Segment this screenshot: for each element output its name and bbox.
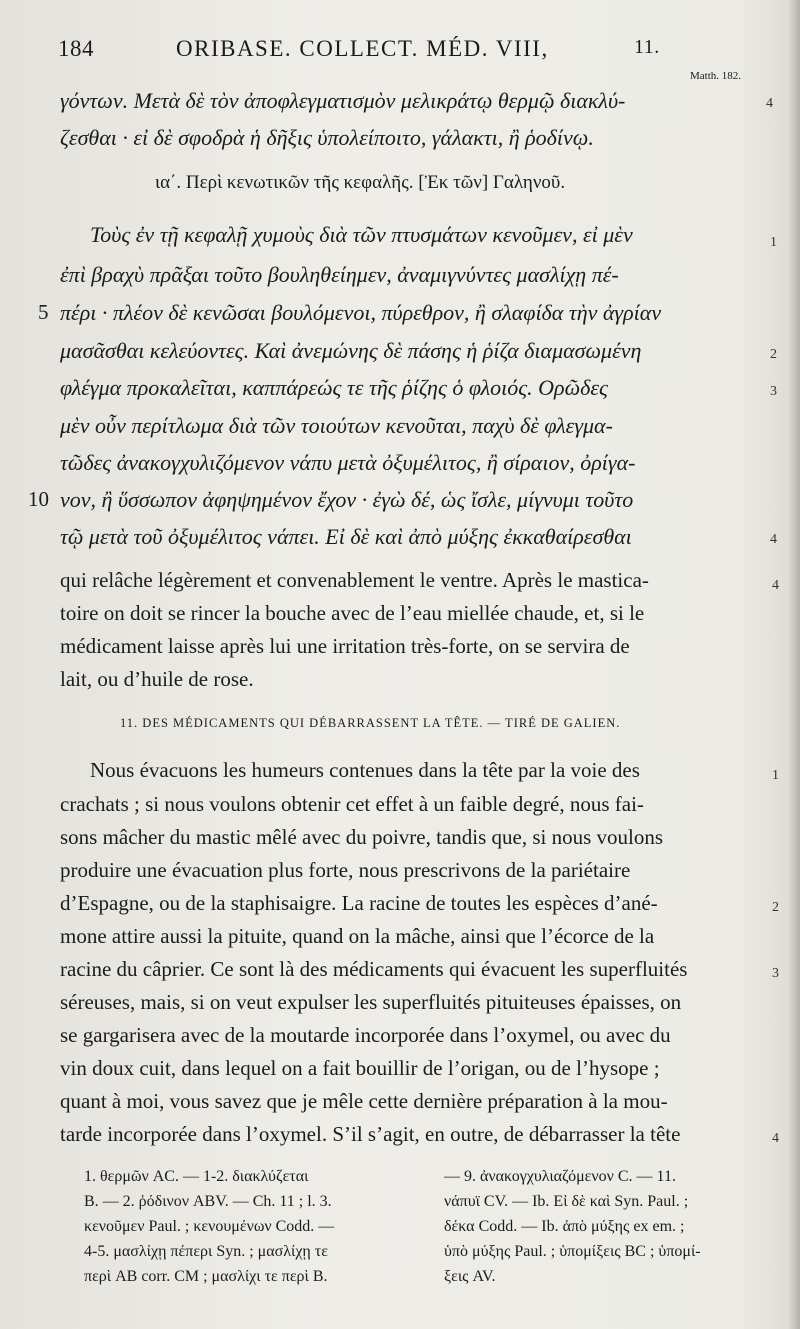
- footnote-line: 1. θερμῶν AC. — 1-2. διακλύζεται: [84, 1168, 309, 1185]
- french-line: racine du câprier. Ce sont là des médicaments qui évacuent les superfluités: [60, 957, 688, 981]
- french-line: se gargarisera avec de la moutarde incorporée dans l’oxymel, ou avec du: [60, 1023, 671, 1047]
- greek-line: φλέγμα προκαλεῖται, καππάρεώς τε τῆς ῥίζης ὁ φλοιός. Ορῶδες: [60, 375, 608, 400]
- margin-number: 4: [772, 578, 779, 593]
- running-title: ORIBASE. COLLECT. MÉD. VIII,: [176, 36, 549, 61]
- margin-number: 4: [772, 1131, 779, 1146]
- greek-chapter-heading: ια΄. Περὶ κενωτικῶν τῆς κεφαλῆς. [Ἐκ τῶν] Γαληνοῦ.: [155, 172, 566, 193]
- footnote-line: περὶ AB corr. CM ; μασλίχι τε περὶ B.: [84, 1268, 328, 1285]
- footnote-line: ξεις AV.: [444, 1268, 496, 1285]
- margin-number: 3: [770, 384, 777, 399]
- page-number: 184: [58, 36, 94, 61]
- footnote-line: νάπυϊ CV. — Ib. Εἰ δὲ καὶ Syn. Paul. ;: [444, 1193, 689, 1210]
- greek-line: ζεσθαι · εἰ δὲ σφοδρὰ ἡ δῆξις ὑπολείποιτο, γάλακτι, ἢ ῥοδίνῳ.: [60, 125, 594, 150]
- matthaei-reference: Matth. 182.: [690, 70, 742, 82]
- footnote-line: κενοῦμεν Paul. ; κενουμένων Codd. —: [84, 1218, 335, 1235]
- french-line: quant à moi, vous savez que je mêle cette dernière préparation à la mou-: [60, 1089, 668, 1113]
- french-line: crachats ; si nous voulons obtenir cet effet à un faible degré, nous fai-: [60, 792, 644, 816]
- line-number: 5: [38, 300, 49, 324]
- margin-number: 4: [770, 532, 777, 547]
- running-header: [58, 36, 658, 70]
- french-line: d’Espagne, ou de la staphisaigre. La racine de toutes les espèces d’ané-: [60, 891, 658, 915]
- footnote-line: B. — 2. ῥόδινον ABV. — Ch. 11 ; l. 3.: [84, 1193, 332, 1210]
- greek-line: νον, ἢ ὕσσωπον ἀφηψημένον ἔχον · ἐγὼ δέ, ὡς ἴσλε, μίγνυμι τοῦτο: [60, 487, 634, 512]
- greek-line: τῷ μετὰ τοῦ ὀξυμέλιτος νάπει. Εἰ δὲ καὶ ἀπὸ μύξης ἐκκαθαίρεσθαι: [60, 524, 632, 549]
- section-number: 11.: [634, 36, 660, 58]
- footnote-line: δέκα Codd. — Ib. ἀπὸ μύξης ex em. ;: [444, 1218, 685, 1235]
- greek-line: πέρι · πλέον δὲ κενῶσαι βουλόμενοι, πύρεθρον, ἢ σλαφίδα τὴν ἀγρίαν: [60, 300, 662, 325]
- margin-number: 2: [772, 900, 779, 915]
- greek-line: μασᾶσθαι κελεύοντες. Καὶ ἀνεμώνης δὲ πάσης ἡ ῥίζα διαμασωμένη: [60, 338, 642, 363]
- margin-number: 3: [772, 966, 779, 981]
- french-line: séreuses, mais, si on veut expulser les superfluités pituiteuses épaisses, on: [60, 990, 682, 1014]
- french-chapter-heading: 11. DES MÉDICAMENTS QUI DÉBARRASSENT LA TÊTE. — TIRÉ DE GALIEN.: [120, 716, 621, 730]
- page-edge-shadow: [788, 0, 800, 1329]
- french-line: mone attire aussi la pituite, quand on la mâche, ainsi que l’écorce de la: [60, 924, 655, 948]
- greek-line: τῶδες ἀνακογχυλιζόμενον νάπυ μετὰ ὀξυμέλιτος, ἢ σίραιον, ὀρίγα-: [60, 450, 636, 475]
- french-line: médicament laisse après lui une irritation très-forte, on se servira de: [60, 634, 630, 658]
- greek-line: Τοὺς ἐν τῇ κεφαλῇ χυμοὺς διὰ τῶν πτυσμάτων κενοῦμεν, εἰ μὲν: [90, 222, 633, 247]
- footnote-line: 4-5. μασλίχῃ πέπερι Syn. ; μασλίχῃ τε: [84, 1243, 328, 1260]
- margin-number: 4: [766, 96, 773, 111]
- french-line: vin doux cuit, dans lequel on a fait bouillir de l’origan, ou de l’hysope ;: [60, 1056, 660, 1080]
- french-line: sons mâcher du mastic mêlé avec du poivre, tandis que, si nous voulons: [60, 825, 664, 849]
- greek-line: γόντων. Μετὰ δὲ τὸν ἀποφλεγματισμὸν μελικράτῳ θερμῷ διακλύ-: [60, 88, 626, 113]
- line-number: 10: [28, 487, 49, 511]
- french-line: toire on doit se rincer la bouche avec de l’eau miellée chaude, et, si le: [60, 601, 645, 625]
- french-line: produire une évacuation plus forte, nous prescrivons de la pariétaire: [60, 858, 631, 882]
- footnote-line: ὑπὸ μύξης Paul. ; ὑπομίξεις BC ; ὑπομί-: [444, 1243, 701, 1260]
- margin-number: 1: [770, 235, 777, 250]
- french-line: Nous évacuons les humeurs contenues dans la tête par la voie des: [90, 758, 640, 782]
- french-line: tarde incorporée dans l’oxymel. S’il s’agit, en outre, de débarrasser la tête: [60, 1122, 681, 1146]
- french-line: lait, ou d’huile de rose.: [60, 667, 254, 691]
- margin-number: 2: [770, 347, 777, 362]
- greek-line: μὲν οὖν περίτλωμα διὰ τῶν τοιούτων κενοῦται, παχὺ δὲ φλεγμα-: [60, 413, 613, 438]
- footnote-line: — 9. ἀνακογχυλιαζόμενον C. — 11.: [444, 1168, 676, 1185]
- french-line: qui relâche légèrement et convenablement le ventre. Après le mastica-: [60, 568, 649, 592]
- margin-number: 1: [772, 768, 779, 783]
- greek-line: ἐπὶ βραχὺ πρᾶξαι τοῦτο βουληθείημεν, ἀναμιγνύντες μασλίχῃ πέ-: [60, 262, 619, 287]
